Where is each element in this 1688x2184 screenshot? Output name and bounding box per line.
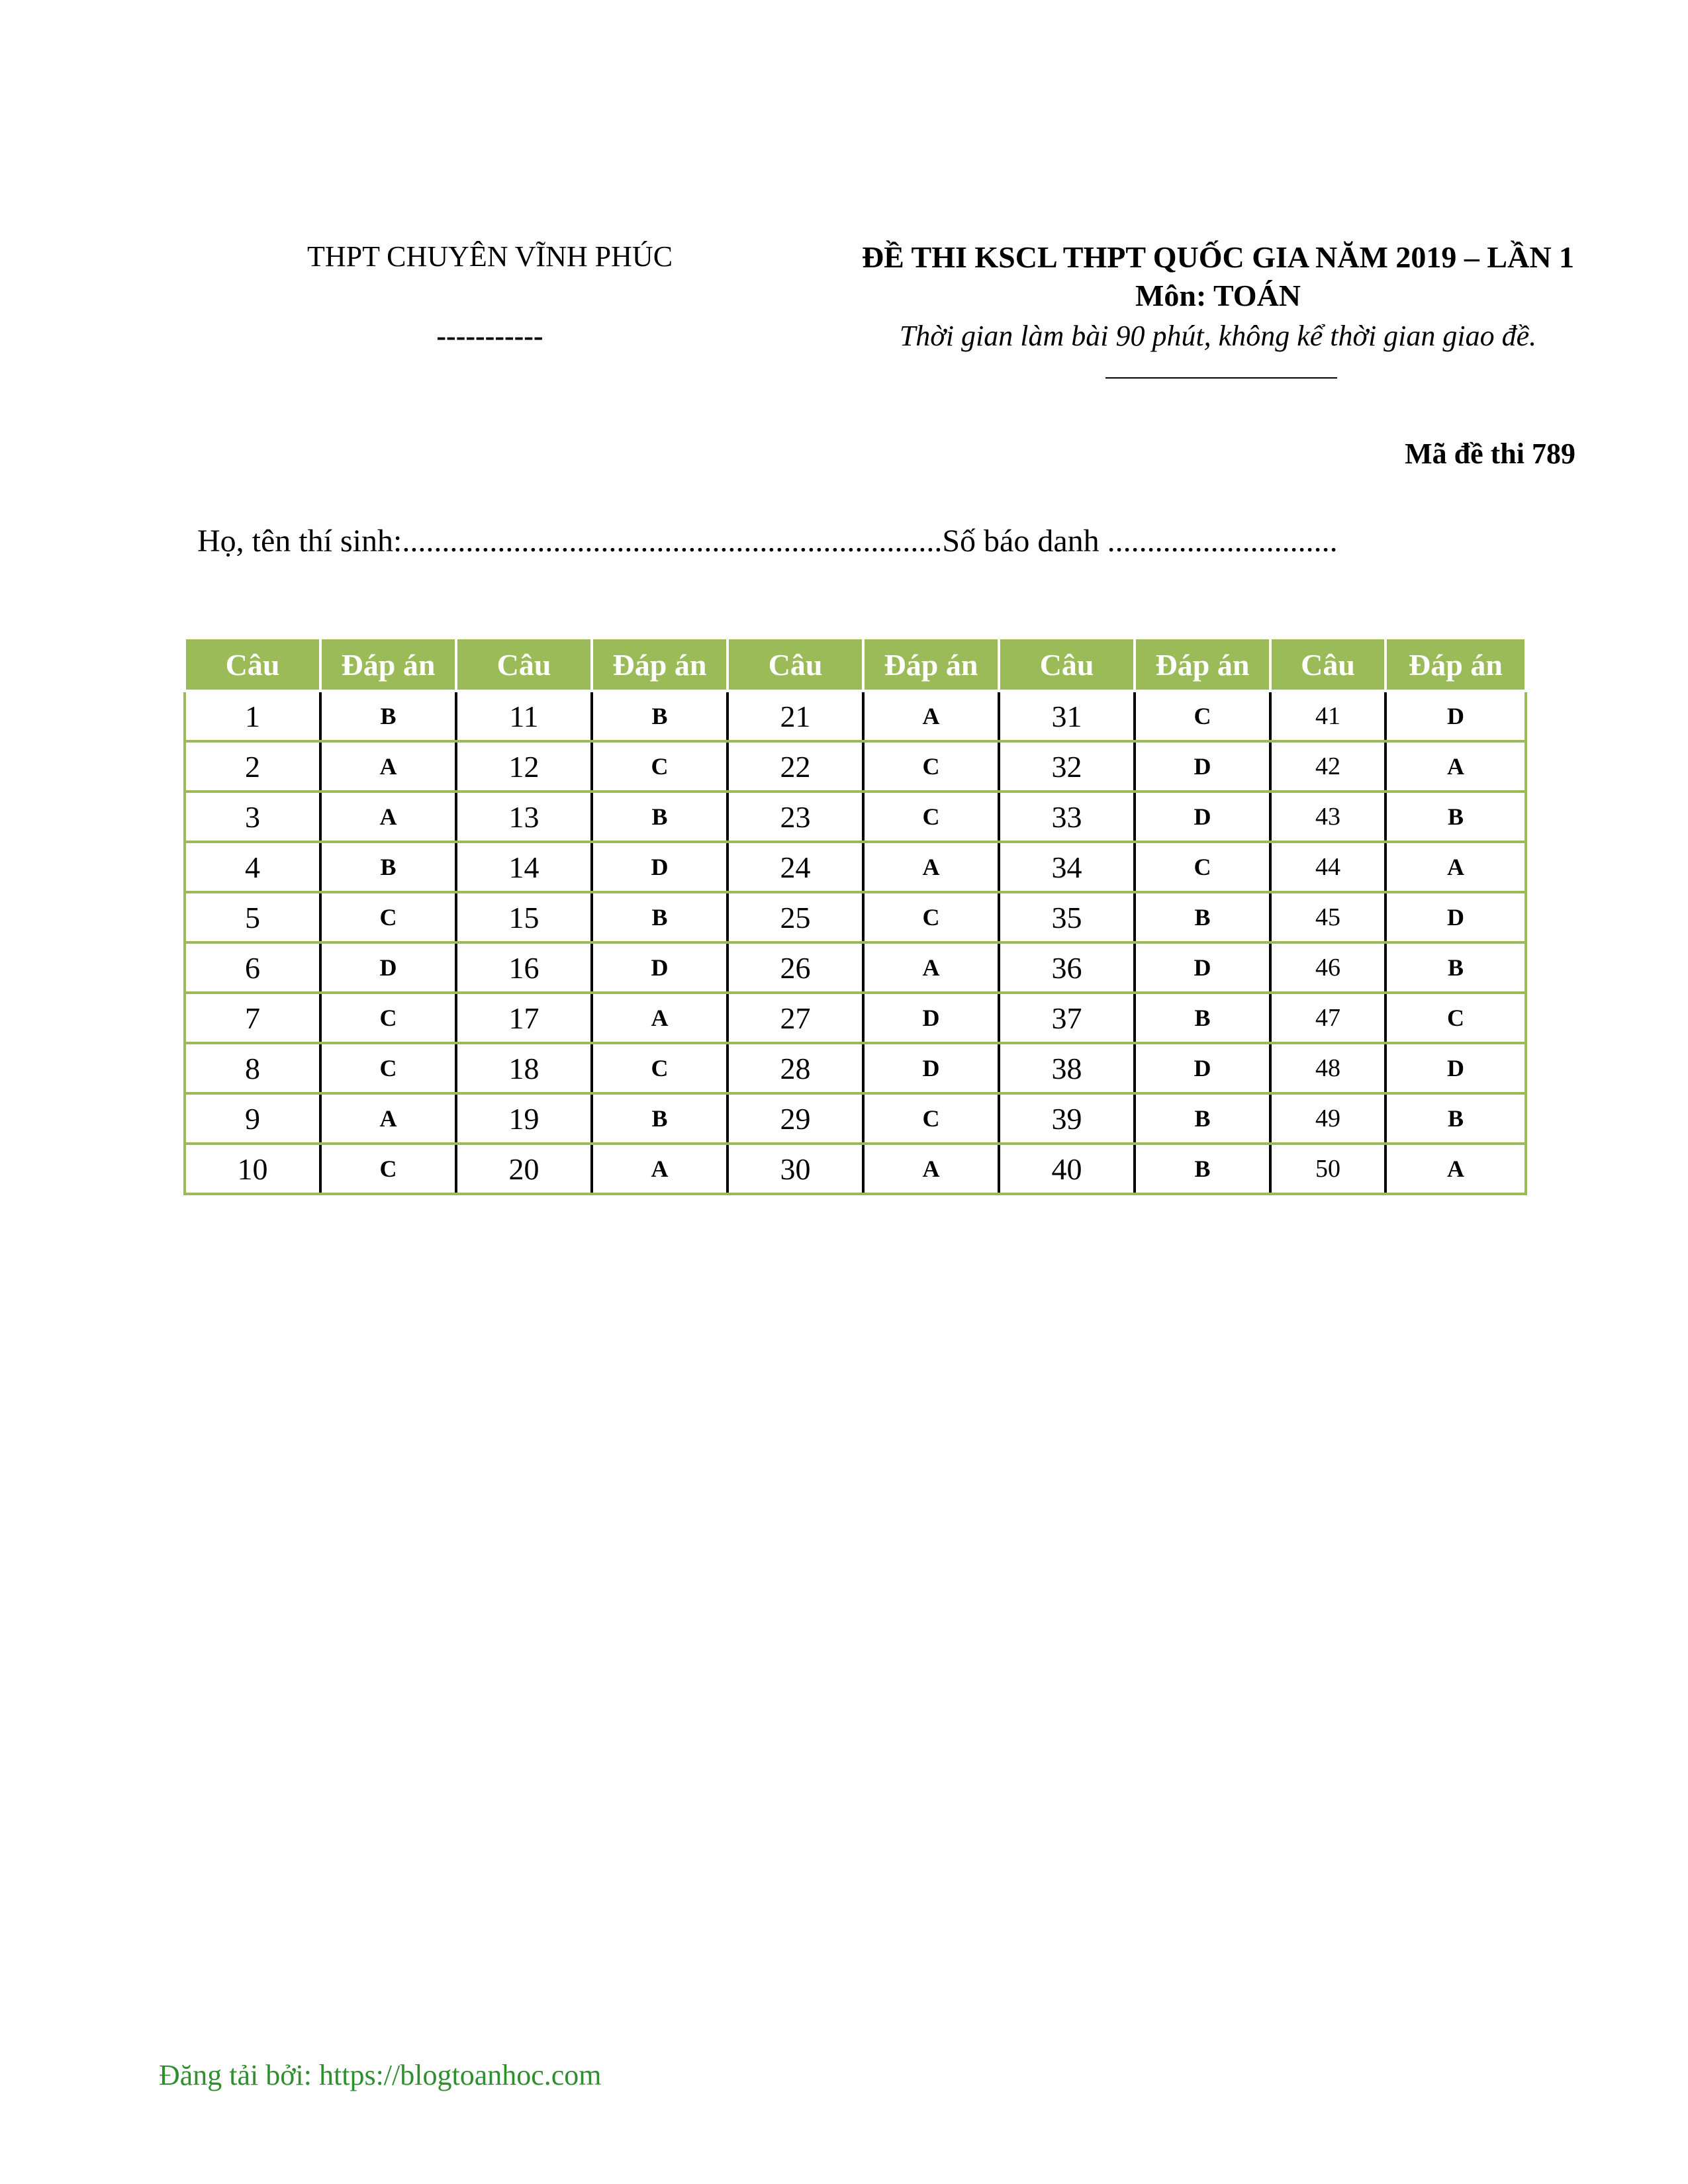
answer-cell: B [592,1093,727,1144]
question-number-cell: 6 [185,942,320,993]
header-cell: Đáp án [1135,638,1270,691]
question-number-cell: 3 [185,792,320,842]
question-number-cell: 47 [1270,993,1385,1043]
question-number-cell: 7 [185,993,320,1043]
question-number-cell: 39 [999,1093,1135,1144]
answer-cell: C [320,993,456,1043]
answer-cell: C [1135,842,1270,892]
header-cell: Câu [185,638,320,691]
question-number-cell: 50 [1270,1144,1385,1194]
answer-cell: C [320,1043,456,1093]
answer-cell: C [1135,691,1270,741]
question-number-cell: 32 [999,741,1135,792]
table-row [185,691,1526,741]
question-number-cell: 33 [999,792,1135,842]
question-number-cell: 41 [1270,691,1385,741]
answer-cell: A [1385,842,1526,892]
answer-cell: A [1385,741,1526,792]
table-row [185,1093,1526,1144]
question-number-cell: 1 [185,691,320,741]
answer-cell: A [863,942,999,993]
answer-cell: C [863,792,999,842]
answer-cell: D [1135,1043,1270,1093]
answer-cell: A [863,691,999,741]
question-number-cell: 8 [185,1043,320,1093]
question-number-cell: 4 [185,842,320,892]
answer-cell: B [1385,942,1526,993]
table-row [185,993,1526,1043]
table-row [185,892,1526,942]
answer-cell: A [320,1093,456,1144]
header-cell: Câu [1270,638,1385,691]
header-cell: Câu [727,638,863,691]
answer-cell: C [320,892,456,942]
question-number-cell: 45 [1270,892,1385,942]
question-number-cell: 42 [1270,741,1385,792]
answer-cell: B [592,892,727,942]
table-row [185,1043,1526,1093]
question-number-cell: 30 [727,1144,863,1194]
answer-cell: B [1135,892,1270,942]
answer-cell: A [863,1144,999,1194]
header-cell: Đáp án [863,638,999,691]
answer-cell: B [592,691,727,741]
school-name: THPT CHUYÊN VĨNH PHÚC [306,240,673,273]
table-row [185,842,1526,892]
question-number-cell: 31 [999,691,1135,741]
answer-cell: D [1135,792,1270,842]
answer-cell: B [1385,1093,1526,1144]
answer-cell: A [592,1144,727,1194]
answer-cell: C [1385,993,1526,1043]
question-number-cell: 43 [1270,792,1385,842]
answer-cell: C [592,741,727,792]
question-number-cell: 16 [456,942,592,993]
question-number-cell: 35 [999,892,1135,942]
exam-code: Mã đề thi 789 [1405,437,1575,470]
answer-cell: D [1135,741,1270,792]
question-number-cell: 5 [185,892,320,942]
answer-cell: D [863,993,999,1043]
question-number-cell: 26 [727,942,863,993]
answer-cell: C [320,1144,456,1194]
question-number-cell: 23 [727,792,863,842]
question-number-cell: 20 [456,1144,592,1194]
answer-cell: D [1135,942,1270,993]
exam-duration: Thời gian làm bài 90 phút, không kể thời gian giao đề. [899,320,1537,352]
question-number-cell: 9 [185,1093,320,1144]
answer-cell: B [1135,993,1270,1043]
question-number-cell: 34 [999,842,1135,892]
header-cell: Đáp án [592,638,727,691]
answer-cell: B [1385,792,1526,842]
answer-cell: D [320,942,456,993]
table-row [185,1144,1526,1194]
answer-cell: C [592,1043,727,1093]
answer-cell: B [1135,1093,1270,1144]
question-number-cell: 22 [727,741,863,792]
table-header-row [185,638,1526,691]
question-number-cell: 36 [999,942,1135,993]
exam-subject: Môn: TOÁN [1135,279,1301,312]
question-number-cell: 14 [456,842,592,892]
answer-cell: A [320,792,456,842]
header-cell: Câu [999,638,1135,691]
answer-cell: D [1385,691,1526,741]
answer-cell: C [863,741,999,792]
title-underline [1105,377,1337,379]
question-number-cell: 21 [727,691,863,741]
answer-cell: B [320,842,456,892]
header-cell: Đáp án [1385,638,1526,691]
answer-cell: B [320,691,456,741]
answer-key-table [183,637,1527,1195]
header-cell: Đáp án [320,638,456,691]
question-number-cell: 17 [456,993,592,1043]
table-row [185,741,1526,792]
question-number-cell: 11 [456,691,592,741]
question-number-cell: 2 [185,741,320,792]
question-number-cell: 40 [999,1144,1135,1194]
school-dashes: ----------- [436,320,543,352]
answer-cell: C [863,892,999,942]
answer-cell: D [1385,1043,1526,1093]
exam-title: ĐỀ THI KSCL THPT QUỐC GIA NĂM 2019 – LẦN 1 [861,240,1575,274]
answer-cell: B [1135,1144,1270,1194]
answer-cell: A [592,993,727,1043]
question-number-cell: 25 [727,892,863,942]
table-row [185,942,1526,993]
question-number-cell: 12 [456,741,592,792]
answer-cell: A [320,741,456,792]
answer-cell: D [592,842,727,892]
table-row [185,792,1526,842]
question-number-cell: 48 [1270,1043,1385,1093]
question-number-cell: 46 [1270,942,1385,993]
answer-cell: D [592,942,727,993]
answer-cell: D [1385,892,1526,942]
answer-cell: B [592,792,727,842]
answer-cell: D [863,1043,999,1093]
question-number-cell: 10 [185,1144,320,1194]
header-cell: Câu [456,638,592,691]
question-number-cell: 18 [456,1043,592,1093]
question-number-cell: 29 [727,1093,863,1144]
candidate-info-line: Họ, tên thí sinh:....................................................................Số báo danh ............................. [197,523,1338,559]
question-number-cell: 19 [456,1093,592,1144]
question-number-cell: 49 [1270,1093,1385,1144]
question-number-cell: 37 [999,993,1135,1043]
answer-table-body [185,691,1526,1194]
answer-cell: A [863,842,999,892]
question-number-cell: 38 [999,1043,1135,1093]
question-number-cell: 44 [1270,842,1385,892]
question-number-cell: 28 [727,1043,863,1093]
question-number-cell: 15 [456,892,592,942]
question-number-cell: 24 [727,842,863,892]
answer-cell: C [863,1093,999,1144]
question-number-cell: 13 [456,792,592,842]
answer-cell: A [1385,1144,1526,1194]
footer-credit: Đăng tải bởi: https://blogtoanhoc.com [159,2059,602,2091]
question-number-cell: 27 [727,993,863,1043]
